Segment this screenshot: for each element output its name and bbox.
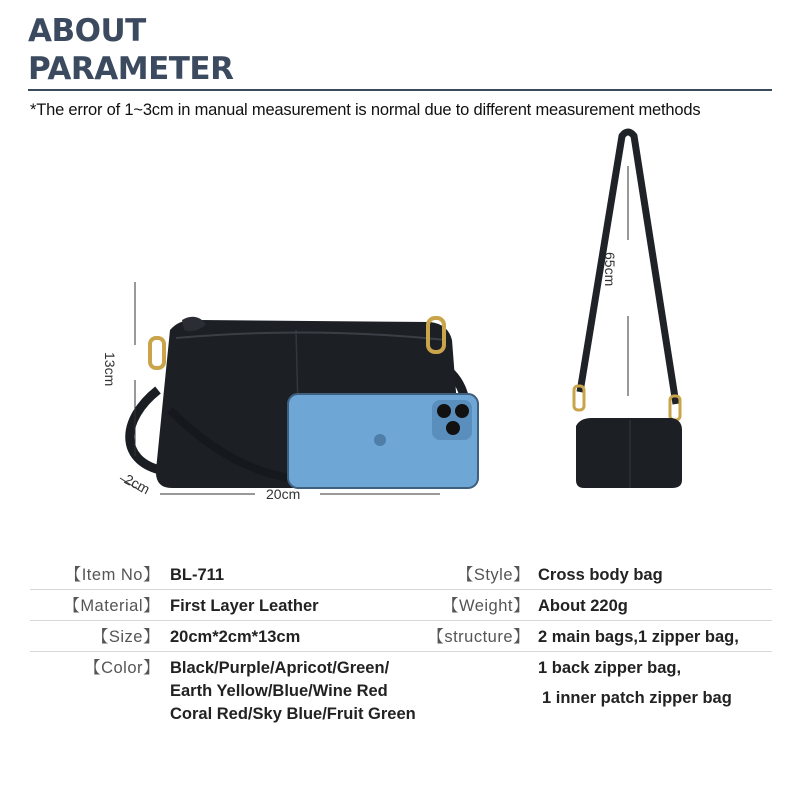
material-value: First Layer Leather xyxy=(170,597,319,615)
width-dimension-label: 20cm xyxy=(266,486,301,502)
left-clasp xyxy=(150,338,164,368)
row-divider xyxy=(30,589,772,590)
structure-value-line-3: 1 inner patch zipper bag xyxy=(542,689,732,707)
depth-dimension-label: 2cm xyxy=(121,470,153,498)
item-no-value: BL-711 xyxy=(170,566,225,584)
title-line-2: PARAMETER xyxy=(28,51,234,87)
structure-value-line-2: 1 back zipper bag, xyxy=(538,659,682,677)
height-dimension-label: 13cm xyxy=(102,352,118,387)
size-label: 【Size】 xyxy=(91,628,160,646)
weight-value: About 220g xyxy=(538,597,628,615)
row-divider xyxy=(30,651,772,652)
material-label: 【Material】 xyxy=(63,597,160,615)
structure-value-line-1: 2 main bags,1 zipper bag, xyxy=(538,628,739,646)
strap-length-label: 65cm xyxy=(602,252,618,287)
item-no-label: 【Item No】 xyxy=(64,566,160,584)
style-value: Cross body bag xyxy=(538,566,663,584)
color-value-line-3: Coral Red/Sky Blue/Fruit Green xyxy=(170,705,416,723)
row-divider xyxy=(30,620,772,621)
measurement-note: *The error of 1~3cm in manual measurement is normal due to different measurement methods xyxy=(30,101,701,119)
weight-label: 【Weight】 xyxy=(441,597,530,615)
color-label: 【Color】 xyxy=(84,659,160,677)
detachable-strap xyxy=(130,390,160,470)
color-value-line-1: Black/Purple/Apricot/Green/ xyxy=(170,659,390,677)
size-value: 20cm*2cm*13cm xyxy=(170,628,301,646)
style-label: 【Style】 xyxy=(456,566,530,584)
spec-table xyxy=(0,558,800,800)
shoulder-bag-body xyxy=(576,418,682,488)
structure-label: 【structure】 xyxy=(427,628,530,646)
color-value-line-2: Earth Yellow/Blue/Wine Red xyxy=(170,682,388,700)
title-line-1: ABOUT xyxy=(28,13,146,49)
